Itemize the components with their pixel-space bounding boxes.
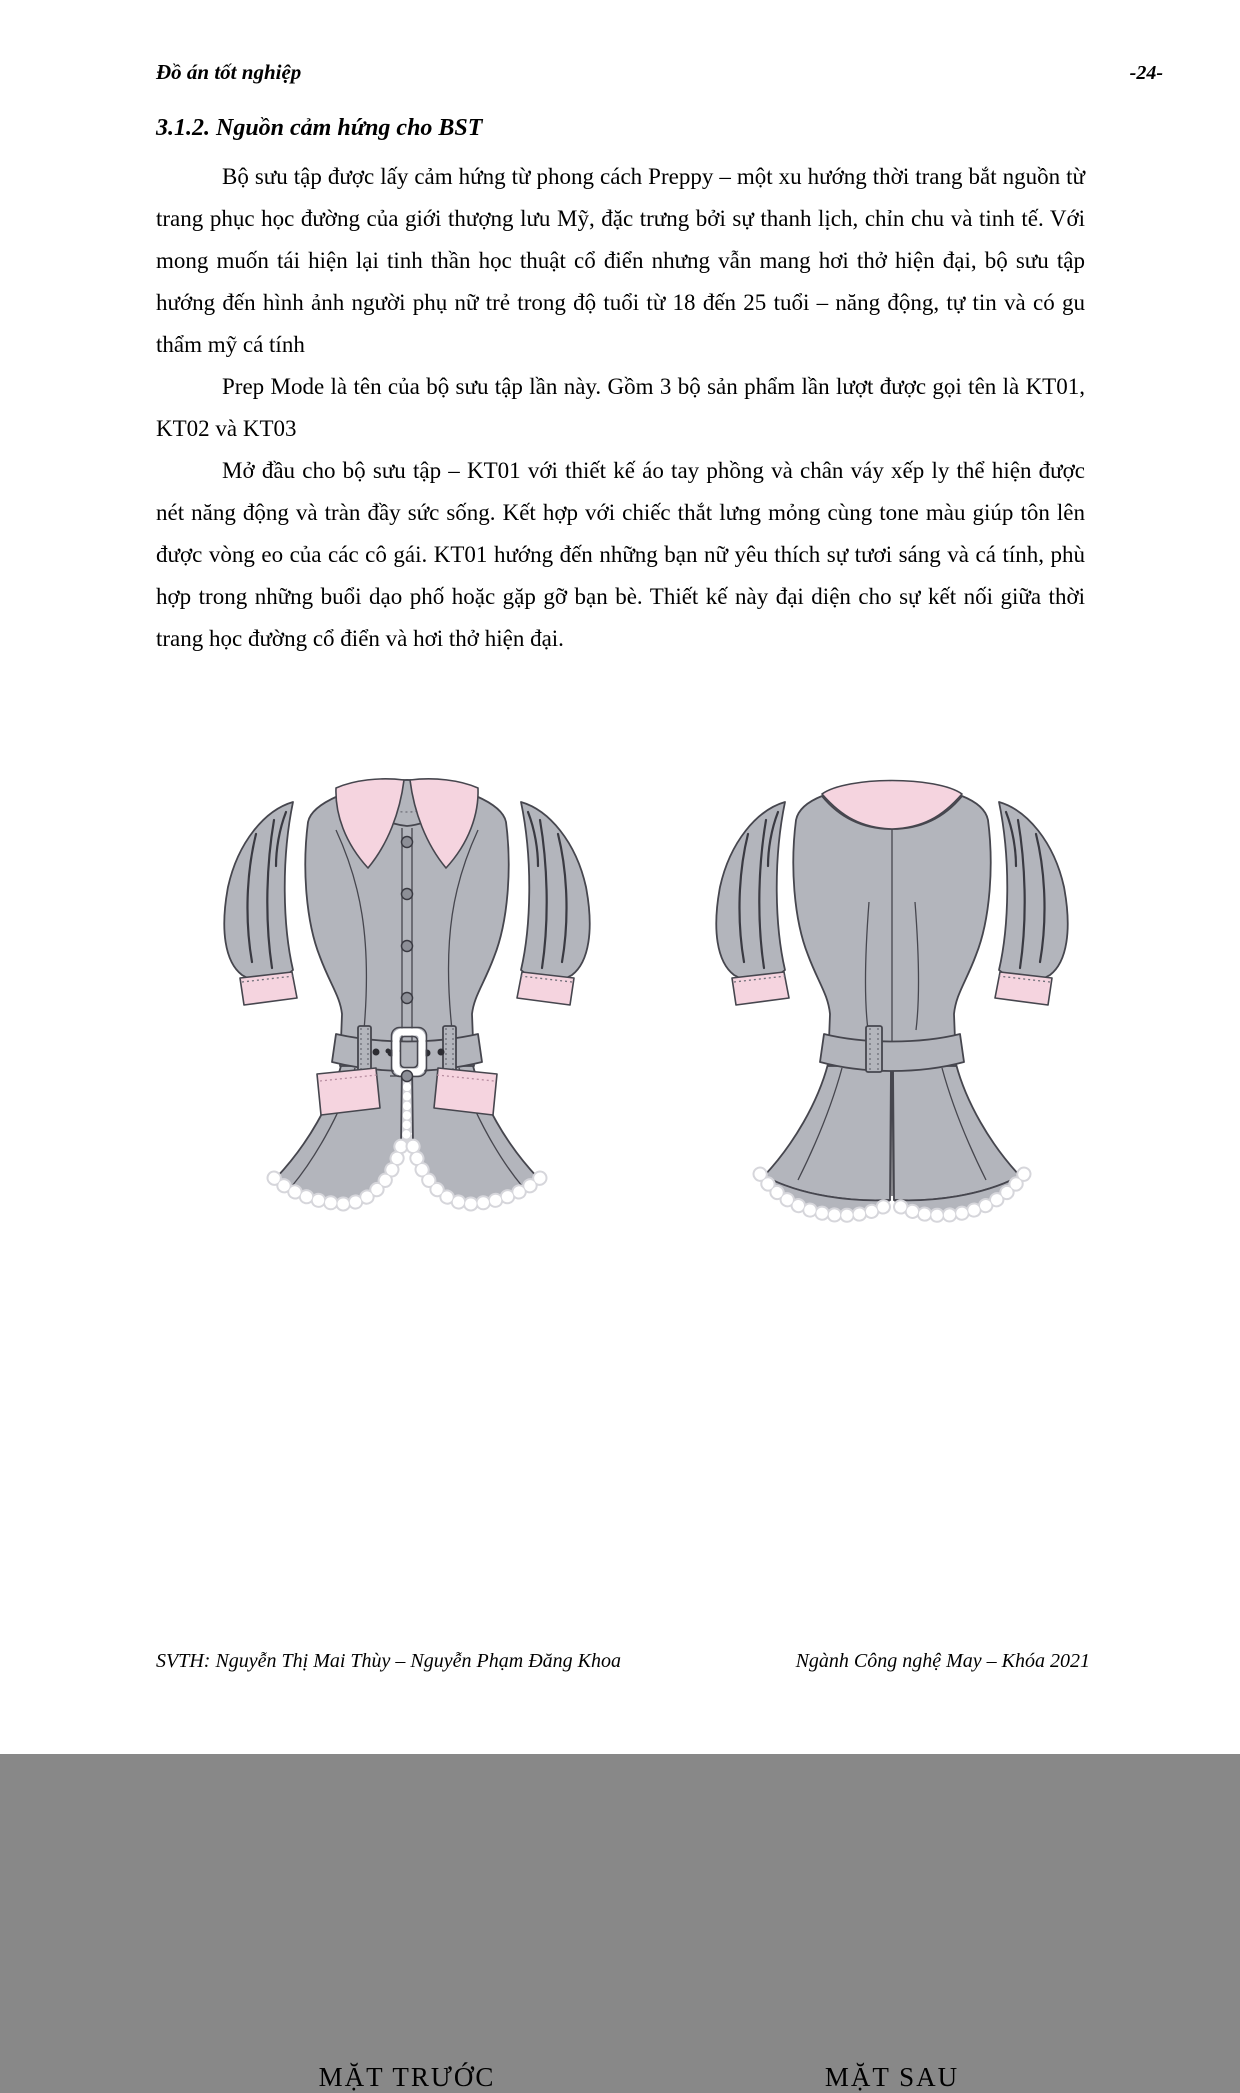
paragraph-inspiration: Bộ sưu tập được lấy cảm hứng từ phong cách Preppy – một xu hướng thời trang bắt nguồn từ trang phục học đường của giới thượng lưu Mỹ, đặc trưng bởi sự thanh lịch, chỉn chu và tinh tế. Với mong muốn tái hiện lại tinh thần học thuật cổ điển nhưng vẫn mang hơi thở hiện đại, bộ sưu tập hướng đến hình ảnh người phụ nữ trẻ trong độ tuổi từ 18 đến 25 tuổi – năng động, tự tin và có gu thẩm mỹ cá tính [156, 164, 1085, 357]
front-view-illustration [190, 772, 624, 1224]
back-sleeve-right [995, 802, 1068, 1005]
header-title: Đồ án tốt nghiệp [156, 60, 302, 84]
back-sleeve-left [716, 802, 789, 1005]
section-heading: 3.1.2. Nguồn cảm hứng cho BST [156, 115, 483, 141]
front-pocket-right [434, 1068, 497, 1115]
back-view-label: MẶT SAU [824, 2062, 960, 2092]
page-number: -24- [1129, 62, 1163, 84]
body-text [156, 156, 1085, 660]
page-footer [156, 1650, 1090, 1673]
paragraph-kt01: Mở đầu cho bộ sưu tập – KT01 với thiết kế áo tay phồng và chân váy xếp ly thể hiện được nét năng động và tràn đầy sức sống. Kết hợp với chiếc thắt lưng mỏng cùng tone màu giúp tôn lên được vòng eo của các cô gái. KT01 hướng đến những bạn nữ yêu thích sự tươi sáng và cá tính, phù hợp trong những buổi dạo phố hoặc gặp gỡ bạn bè. Thiết kế này đại diện cho sự kết nối giữa thời trang học đường cổ điển và hơi thở hiện đại. [156, 458, 1085, 651]
front-sleeve-left [224, 802, 297, 1005]
front-lace-center [406, 1077, 407, 1142]
paragraph-collection-name: Prep Mode là tên của bộ sưu tập lần này. Gồm 3 bộ sản phẩm lần lượt được gọi tên là KT01, KT02 và KT03 [156, 374, 1085, 441]
back-view-illustration [672, 772, 1112, 1224]
front-pocket-left [317, 1068, 380, 1115]
page-header [156, 60, 1163, 85]
footer-program: Ngành Công nghệ May – Khóa 2021 [795, 1650, 1090, 1672]
front-sleeve-right [517, 802, 590, 1005]
footer-authors: SVTH: Nguyễn Thị Mai Thùy – Nguyễn Phạm Đăng Khoa [156, 1650, 621, 1672]
front-view-label: MẶT TRƯỚC [318, 2062, 496, 2092]
